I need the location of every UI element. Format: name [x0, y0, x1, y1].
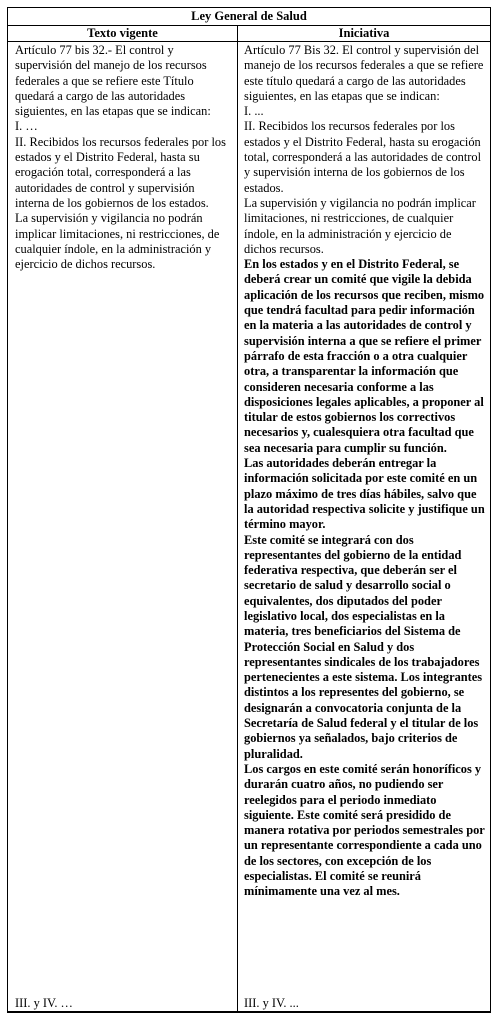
paragraph: Este comité se integrará con dos representantes del gobierno de la entidad federativa respectiva, que deberán ser el secretario de salud y desarrollo social o equivalentes, dos diputados del poder legislativo local, dos especialistas en la materia, tres beneficiarios del Sistema de Protección Social en Salud y dos representantes sindicales de los trabajadores pertenecientes a este sistema. Los integrantes distintos a los representes del gobierno, se designarán a convocatoria conjunta de la Secretaría de Salud federal y el titular de los gobiernos ya señalados, bajo criterios de pluralidad.: [244, 532, 483, 761]
table-title: Ley General de Salud: [8, 8, 490, 26]
paragraph: I. …: [15, 119, 38, 134]
paragraph: Los cargos en este comité serán honoríficos y durarán cuatro años, no pudiendo ser reelegidos para el periodo inmediato siguiente. Este comité será presidido de manera rotativa por periodos semestrales por un representante correspondiente a cada uno de los sectores, con excepción de los especialistas. El comité se reunirá mínimamente una vez al mes.: [244, 761, 485, 899]
column-iniciativa: [238, 26, 490, 1012]
paragraph: Artículo 77 bis 32.- El control y supervisión del manejo de los recursos federales a que se refiere este Título quedará a cargo de las autoridades siguientes, en las etapas que se indican:: [15, 43, 211, 119]
paragraph: II. Recibidos los recursos federales por los estados y el Distrito Federal, hasta su erogación total, corresponderá a las autoridades de control y supervisión interna de los gobiernos de los estados.: [15, 134, 226, 210]
paragraph: La supervisión y vigilancia no podrán implicar limitaciones, ni restricciones, de cualquier índole, en la administración y ejercicio de dichos recursos.: [244, 195, 476, 256]
bottom-rule: [238, 1011, 490, 1012]
column-body-iniciativa: [238, 42, 490, 900]
column-footer-texto-vigente: III. y IV. …: [15, 996, 73, 1010]
paragraph: Artículo 77 Bis 32. El control y supervisión del manejo de los recursos federales a que se refiere este título quedará a cargo de las autoridades siguientes, en las etapas que se indican:: [244, 43, 484, 103]
column-footer-iniciativa: III. y IV. ...: [244, 996, 299, 1010]
paragraph: II. Recibidos los recursos federales por los estados y el Distrito Federal, hasta su erogación total, corresponderá a las autoridades de control y supervisión interna de los gobiernos de los estados.: [244, 119, 482, 195]
column-header-texto-vigente: Texto vigente: [8, 26, 237, 42]
paragraph: Las autoridades deberán entregar la información solicitada por este comité en un plazo máximo de tres días hábiles, salvo que la autoridad respectiva solicite y justifique un término mayor.: [244, 456, 485, 532]
bottom-rule: [8, 1011, 237, 1012]
column-header-iniciativa: Iniciativa: [238, 26, 490, 42]
paragraph: I. ...: [244, 104, 264, 119]
column-texto-vigente: [8, 26, 238, 1012]
paragraph: La supervisión y vigilancia no podrán implicar limitaciones, ni restricciones, de cualquier índole, en la administración y ejercicio de dichos recursos.: [15, 211, 220, 272]
table-columns: [8, 26, 490, 1012]
column-body-texto-vigente: [8, 42, 237, 272]
paragraph: En los estados y en el Distrito Federal, se deberá crear un comité que vigile la debida aplicación de los recursos que reciben, mismo que tendrá facultad para pedir información en la materia a las autoridades de control y supervisión interna a que se refiere el primer párrafo de esta fracción o a otra cualquier otra, a transparentar la información que consideren necesaria conforme a las disposiciones legales aplicables, a proponer al titular de estos gobiernos los correctivos necesarios y, cualesquiera otra facultad que sea necesaria para cumplir su función.: [244, 257, 485, 455]
legal-comparison-table: [7, 7, 491, 1013]
